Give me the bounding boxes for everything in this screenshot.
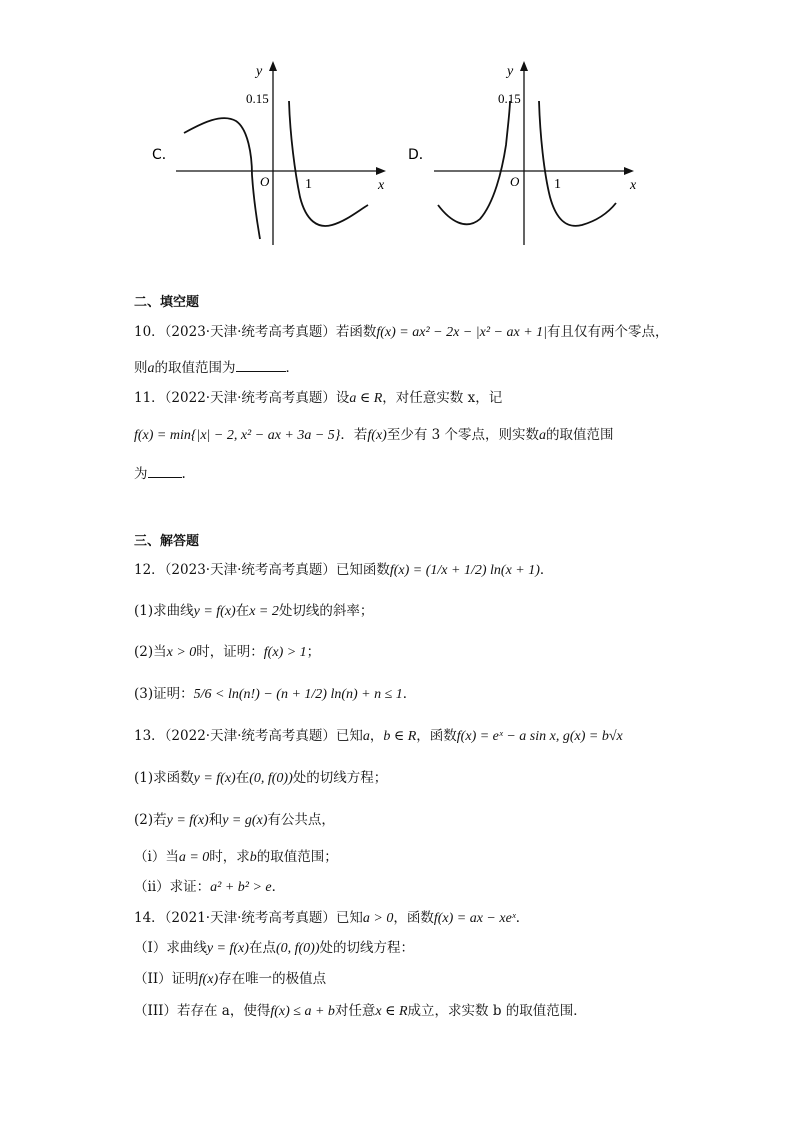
q11-after: ，对任意实数 x，记 [382,390,503,406]
q13-formula: f(x) = eˣ − a sin x, g(x) = b√x [456,729,623,744]
question-12-part-3 [134,685,416,704]
graph-c-curve-left [184,118,260,239]
q13-p1-pt: (0, f(0)) [249,771,293,786]
q13-i-cond: a = 0 [178,850,210,865]
q14-p1-post: 处的切线方程： [319,940,414,956]
q10-label: 10．（2023·天津·统考高考真题）若函数 [134,324,377,340]
question-13-part-2 [134,811,335,830]
q12-p2-mid: 时，证明： [196,644,264,660]
question-10-line-2 [134,357,299,378]
graph-d [400,55,660,255]
q14-p2-post: 存在唯一的极值点 [218,971,327,987]
q13-mid: ，函数 [416,728,457,744]
graph-c-origin-label: O [260,174,270,189]
q11-cond: a ∈ R [349,391,383,406]
q13-ii-post: ． [271,879,286,895]
graph-d-origin-label: O [510,174,520,189]
q13-i-pre: （i）当 [134,849,179,865]
question-11-line-2 [134,426,614,445]
question-12-line-1 [134,561,553,580]
graph-d-curve-right [539,101,616,226]
q11-fx: f(x) [367,428,387,443]
q13-p2-g: y = g(x) [222,813,268,828]
q13-bR: b ∈ R [383,729,417,744]
graph-d-curve-left [438,101,510,224]
q14-p3-mid: 对任意 [334,1003,376,1019]
q12-p2-pre: (2)当 [134,644,167,660]
q13-p1-curve: y = f(x) [193,771,236,786]
q10-formula: f(x) = ax² − 2x − |x² − ax + 1| [376,325,547,340]
graph-c-tick-label: 0.15 [246,91,269,106]
question-12-part-1 [134,602,373,621]
section-title-fill-in: 二、填空题 [134,295,200,310]
q12-formula: f(x) = (1/x + 1/2) ln(x + 1) [389,563,540,578]
q13-p1-post: 处的切线方程； [292,770,388,786]
q14-label: 14．（2021·天津·统考高考真题）已知 [134,910,363,926]
graph-c-option-label: C． [152,147,176,163]
section-title-solve: 三、解答题 [134,534,200,549]
q10-after: 有且仅有两个零点， [547,324,669,340]
question-13-part-2-i [134,848,338,867]
q11-label: 11．（2022·天津·统考高考真题）设 [134,390,350,406]
q14-p1-pt: (0, f(0)) [275,941,320,956]
question-13-part-1 [134,769,387,788]
question-14-part-3 [134,1002,587,1021]
q12-p1-curve: y = f(x) [193,604,236,619]
q12-p1-pt: x = 2 [249,604,279,619]
graph-d-y-arrow [520,61,528,71]
question-14-line-1 [134,909,529,928]
q13-p1-pre: (1)求函数 [134,770,194,786]
q14-p2-f: f(x) [198,972,219,987]
graph-d-one-label: 1 [554,177,561,192]
graph-d-x-arrow [624,167,634,175]
q13-label: 13．（2022·天津·统考高考真题）已知 [134,728,363,744]
question-13-line-1 [134,727,623,746]
q14-mid: ，函数 [393,910,434,926]
q14-p1-mid: 在点 [248,940,276,956]
q14-p3-post: 成立，求实数 b 的取值范围． [407,1003,587,1019]
q10-answer-blank[interactable] [236,357,286,372]
q12-p2-ineq: f(x) > 1 [263,645,307,660]
q10-end: ． [285,360,299,376]
question-14-part-2 [134,970,326,989]
q12-end: ． [539,562,554,578]
graph-d-tick-label: 0.15 [498,91,521,106]
q13-i-post: 的取值范围； [256,849,338,865]
q13-p2-f: y = f(x) [166,813,209,828]
q11-mid: ．若 [340,427,368,443]
q14-end: ． [515,910,530,926]
q12-p2-cond: x > 0 [166,645,197,660]
q11-formula: f(x) = min{|x| − 2, x² − ax + 3a − 5} [134,428,341,443]
graph-c-x-arrow [376,167,386,175]
graph-c-y-label: y [256,64,263,79]
q14-formula: f(x) = ax − xeˣ [433,911,516,926]
question-13-part-2-ii [134,878,285,897]
q13-ii-pre: （ii）求证： [134,879,211,895]
q11-answer-blank[interactable] [148,463,182,478]
question-12-part-2 [134,643,320,662]
q14-p3-pre: （III）若存在 a，使得 [134,1003,271,1019]
q13-comma: ， [369,728,384,744]
q13-p1-mid: 在 [235,770,250,786]
q12-p2-post: ； [306,644,321,660]
q10-line2-pre: 则 [134,360,148,376]
q13-a: a [362,729,370,744]
q12-p3-pre: (3)证明： [134,686,194,702]
q12-p3-post: ． [402,686,417,702]
graph-d-y-label: y [507,64,514,79]
q14-p3-ineq: f(x) ≤ a + b [270,1004,335,1019]
q13-p2-and: 和 [208,812,223,828]
q11-mid2: 至少有 3 个零点，则实数 [386,427,540,443]
graph-c-one-label: 1 [305,177,312,192]
q10-line2-post: 的取值范围为 [154,360,236,376]
graph-c [140,55,400,255]
q14-p2-pre: （II）证明 [134,971,199,987]
q12-p1-mid: 在 [235,603,250,619]
q11-end: . [181,466,186,482]
q11-line3: 为 [134,466,148,482]
q12-label: 12．（2023·天津·统考高考真题）已知函数 [134,562,390,578]
question-11-line-3 [134,463,186,483]
q14-p1-pre: （I）求曲线 [134,940,207,956]
q12-p1-post: 处切线的斜率； [278,603,374,619]
q11-var: a [539,428,547,443]
graph-c-x-label: x [378,178,385,193]
q13-p2-pre: (2)若 [134,812,167,828]
q11-tail: 的取值范围 [546,427,614,443]
question-11-line-1 [134,389,502,408]
q13-ii-ineq: a² + b² > e [210,880,272,895]
q10-var: a [147,361,155,376]
q14-cond: a > 0 [362,911,394,926]
graph-c-y-arrow [269,61,277,71]
question-10-line-1 [134,323,669,342]
q14-p1-curve: y = f(x) [206,941,249,956]
q12-p3-ineq: 5/6 < ln(n!) − (n + 1/2) ln(n) + n ≤ 1 [193,687,403,702]
q13-i-mid: 时，求 [209,849,250,865]
question-14-part-1 [134,939,414,958]
q13-p2-post: 有公共点， [267,812,335,828]
graph-d-option-label: D． [408,147,433,163]
q12-p1-pre: (1)求曲线 [134,603,194,619]
graph-c-curve-right [289,101,368,226]
q13-i-var: b [249,850,257,865]
q14-p3-x: x ∈ R [375,1004,408,1019]
graph-d-x-label: x [630,178,637,193]
